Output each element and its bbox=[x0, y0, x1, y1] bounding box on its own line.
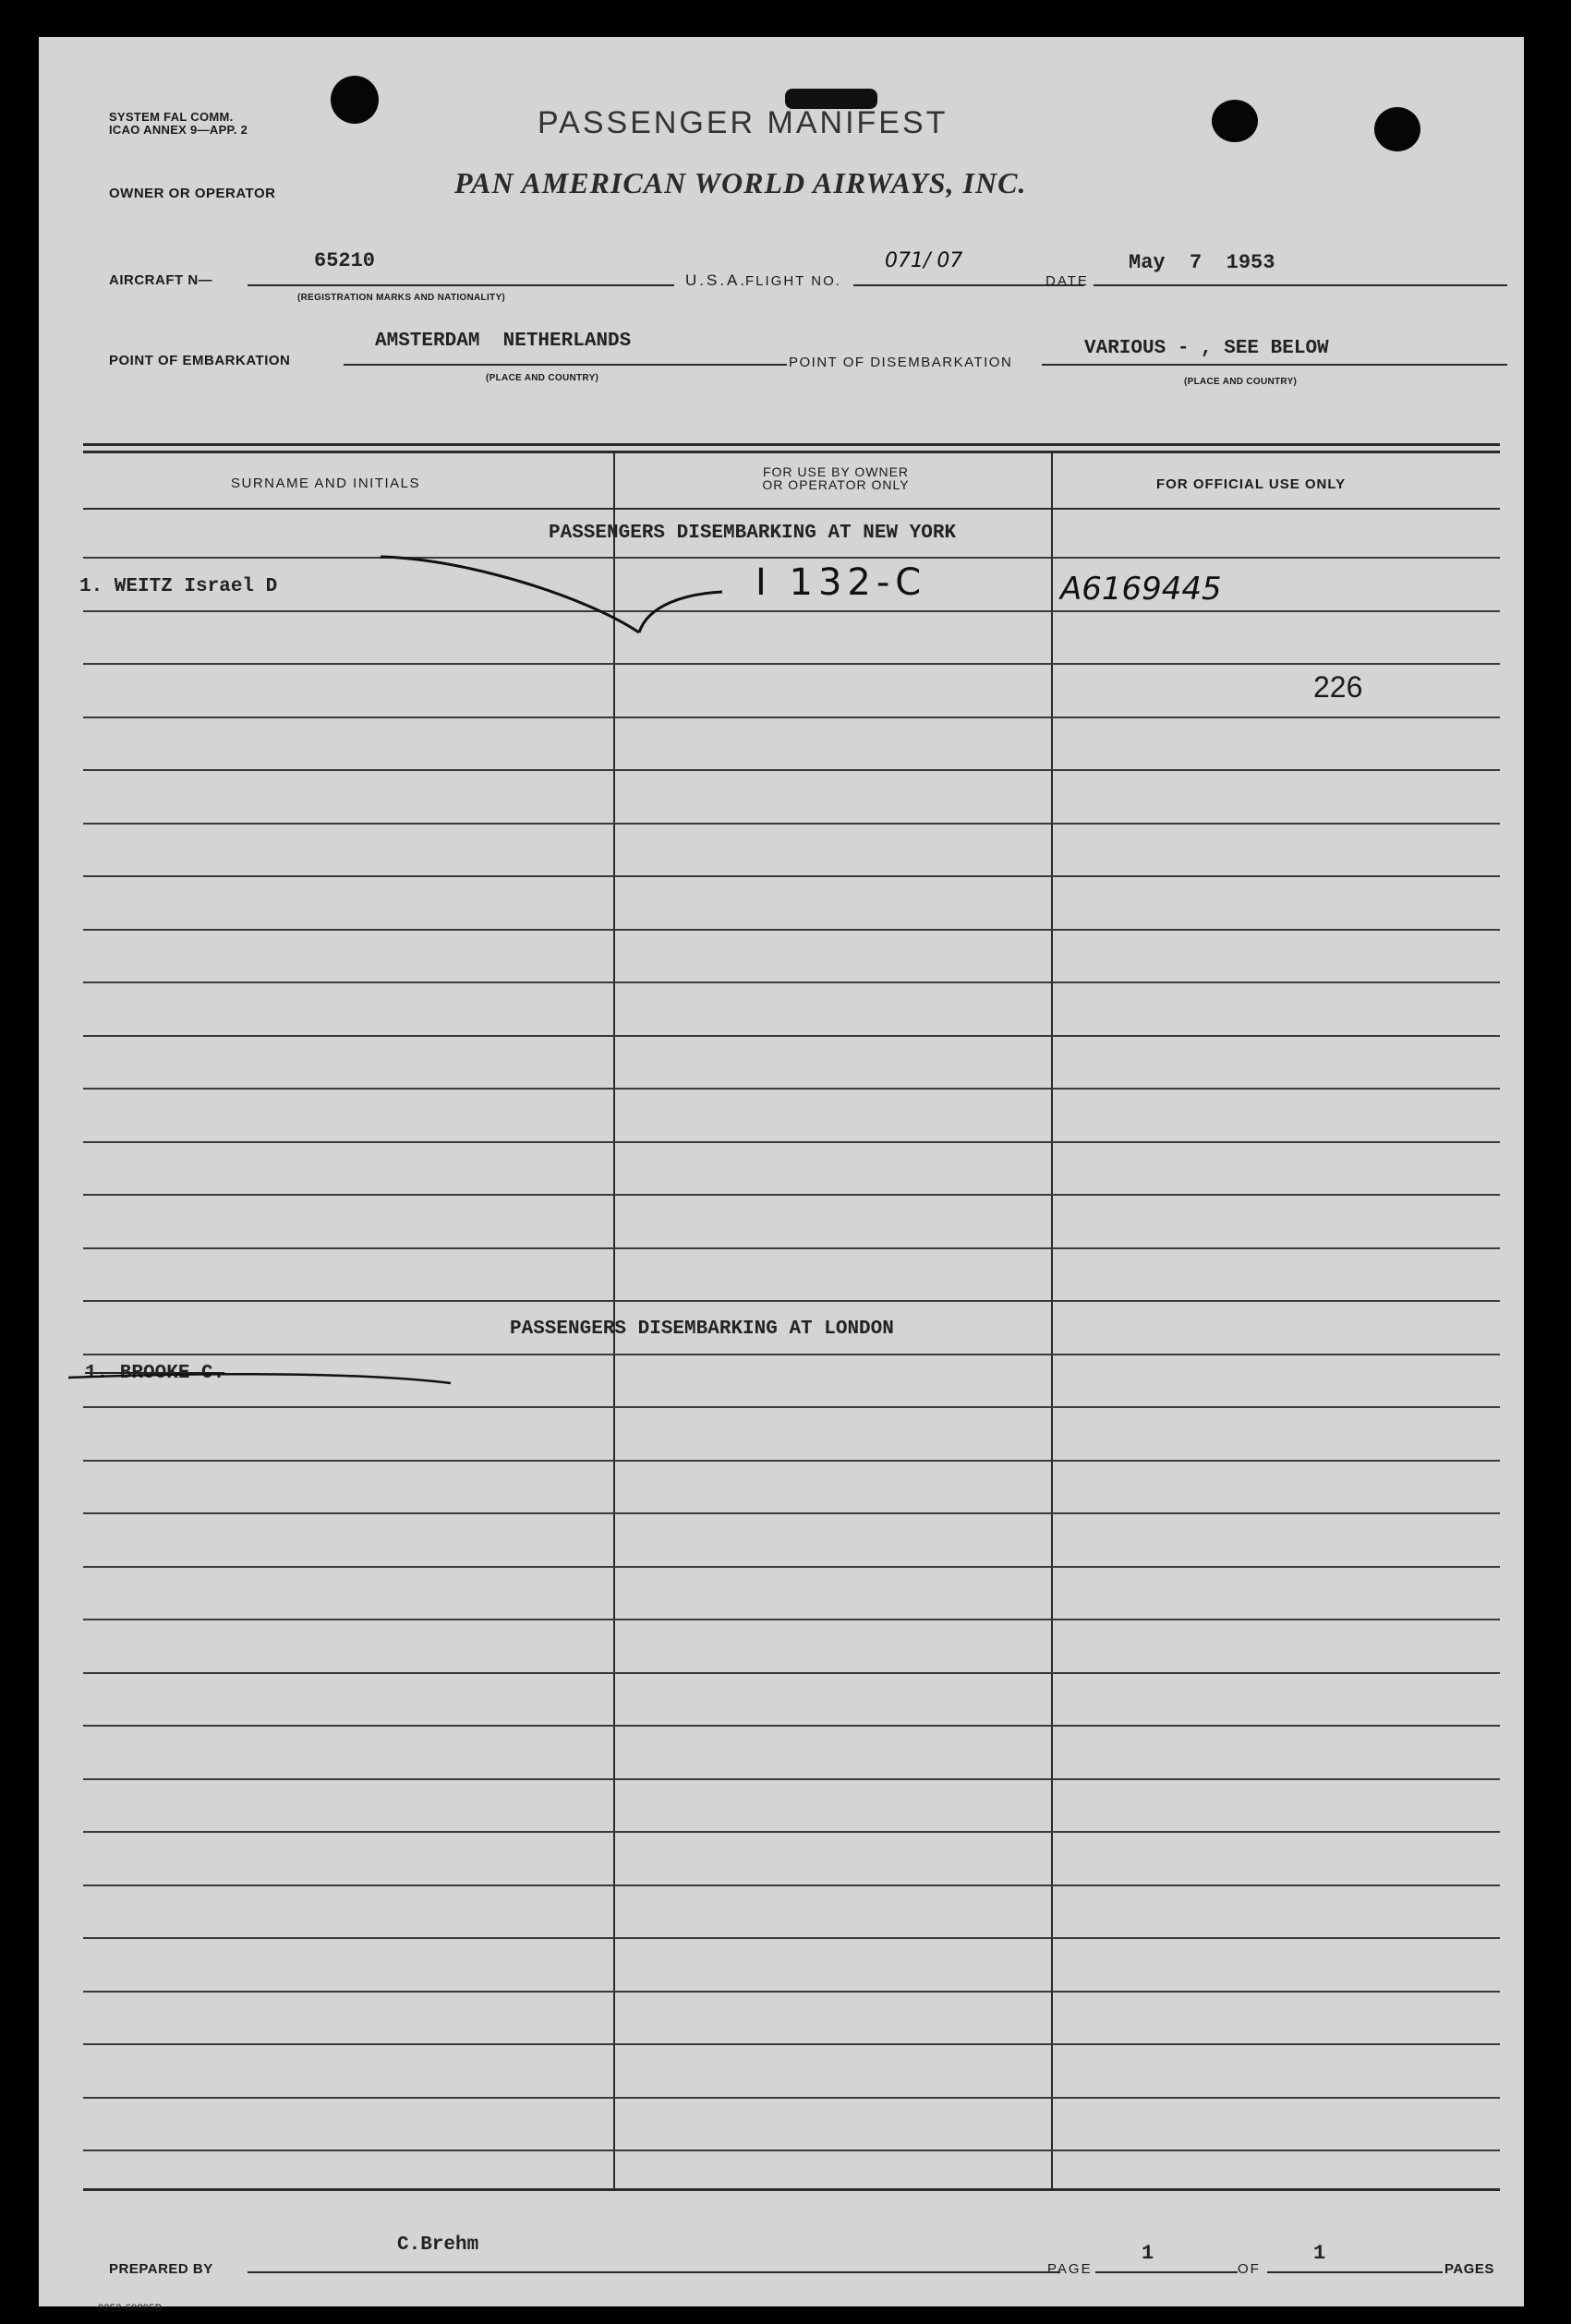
print-code: 9253-60895B bbox=[98, 2303, 163, 2314]
manifest-sheet bbox=[39, 37, 1524, 2314]
disembarkation-label: POINT OF DISEMBARKATION bbox=[789, 355, 1013, 370]
column-header-official: FOR OFFICIAL USE ONLY bbox=[1156, 476, 1347, 492]
date-value: May 7 1953 bbox=[1129, 251, 1275, 274]
official-extra-number: 226 bbox=[1313, 670, 1363, 704]
form-reference bbox=[109, 111, 248, 137]
flight-number: 071/ 07 bbox=[885, 249, 963, 272]
passenger-official-note: A6169445 bbox=[1060, 571, 1222, 608]
date-label: DATE bbox=[1045, 273, 1089, 289]
punch-hole-right-2 bbox=[1374, 107, 1420, 151]
embarkation-label: POINT OF EMBARKATION bbox=[109, 353, 291, 368]
column-divider-2 bbox=[1051, 452, 1053, 2188]
of-label: OF bbox=[1238, 2261, 1261, 2277]
column-header-surname: SURNAME AND INITIALS bbox=[231, 476, 421, 491]
prepared-by-value: C.Brehm bbox=[397, 2234, 479, 2256]
punch-hole-right-1 bbox=[1212, 100, 1258, 142]
column-header-owner-use-line-2: OR OPERATOR ONLY bbox=[762, 477, 910, 492]
flight-no-label: FLIGHT NO. bbox=[745, 273, 841, 289]
page-title: PASSENGER MANIFEST bbox=[538, 105, 949, 140]
embarkation-value: AMSTERDAM NETHERLANDS bbox=[375, 331, 632, 352]
place-caption-left: (PLACE AND COUNTRY) bbox=[486, 373, 599, 383]
operator-name: PAN AMERICAN WORLD AIRWAYS, INC. bbox=[454, 166, 1027, 199]
strike-stroke bbox=[66, 1363, 454, 1400]
form-ref-line-2: ICAO ANNEX 9—APP. 2 bbox=[109, 123, 248, 137]
aircraft-number: 65210 bbox=[314, 249, 376, 272]
punch-hole-left bbox=[331, 76, 379, 124]
passenger-name: 1. WEITZ Israel D bbox=[79, 576, 278, 597]
column-header-owner-use-line-1: FOR USE BY OWNER bbox=[762, 464, 910, 479]
page-number: 1 bbox=[1142, 2242, 1154, 2265]
form-ref-line-1: SYSTEM FAL COMM. bbox=[109, 110, 234, 124]
section-heading-london: PASSENGERS DISEMBARKING AT LONDON bbox=[510, 1319, 894, 1340]
aircraft-label: AIRCRAFT N— bbox=[109, 272, 213, 288]
pages-label: PAGES bbox=[1444, 2261, 1494, 2277]
disembarkation-value: VARIOUS - , SEE BELOW bbox=[1084, 338, 1329, 359]
place-caption-right: (PLACE AND COUNTRY) bbox=[1184, 377, 1298, 387]
prepared-by-label: PREPARED BY bbox=[109, 2261, 213, 2277]
struck-passenger-name: 1. BROOKE C. bbox=[85, 1363, 225, 1384]
column-header-owner-use bbox=[730, 465, 942, 491]
passenger-owner-note: I 132-C bbox=[755, 561, 927, 604]
page-label: PAGE bbox=[1047, 2261, 1093, 2277]
page-total: 1 bbox=[1313, 2242, 1326, 2265]
registration-caption: (REGISTRATION MARKS AND NATIONALITY) bbox=[297, 293, 506, 303]
section-heading-new-york: PASSENGERS DISEMBARKING AT NEW YORK bbox=[549, 523, 957, 544]
usa-label: U.S.A. bbox=[685, 271, 748, 289]
check-stroke bbox=[381, 540, 731, 632]
owner-label: OWNER OR OPERATOR bbox=[109, 186, 276, 201]
